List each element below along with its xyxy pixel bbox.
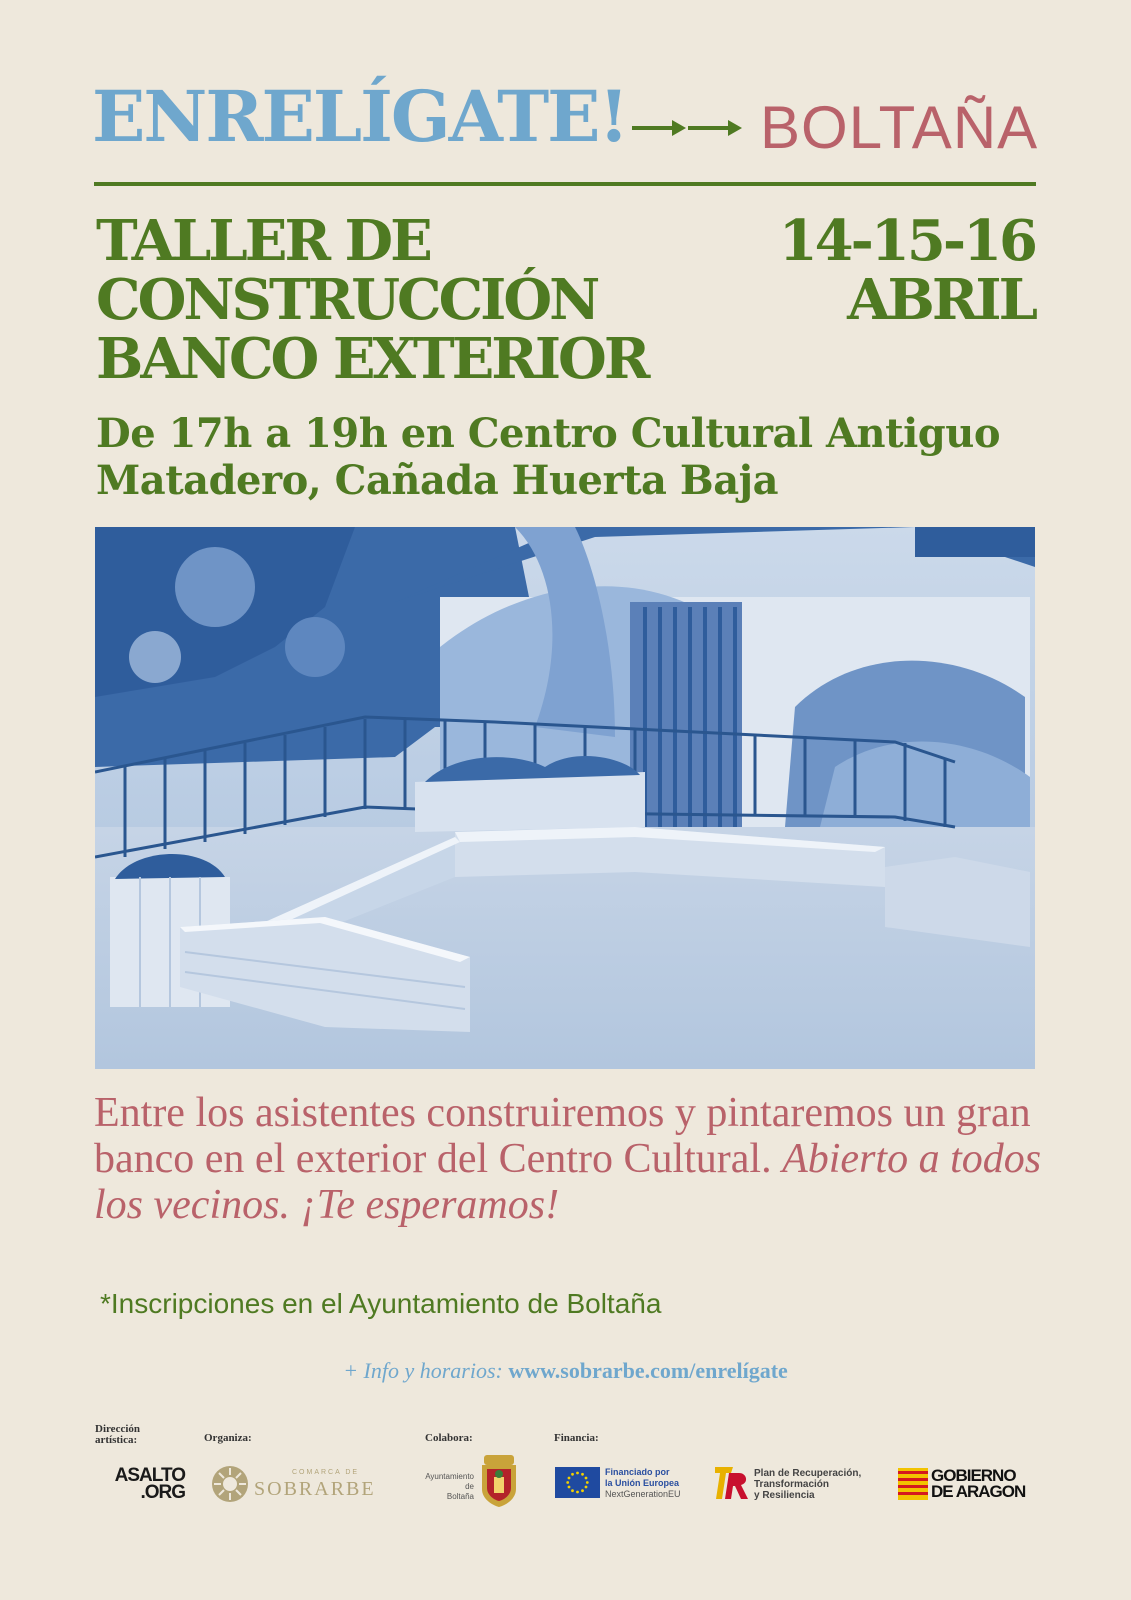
ayto-line: Boltaña	[446, 1492, 474, 1501]
event-month: ABRIL	[847, 267, 1035, 333]
brand-title: ENRELÍGATE!	[92, 75, 628, 158]
prtr-text	[754, 1468, 861, 1501]
registration-text: Inscripciones en el Ayuntamiento de Boltaña	[110, 1288, 662, 1319]
eu-line: la Unión Europea	[605, 1478, 680, 1488]
coat-of-arms-icon	[478, 1455, 520, 1507]
ayto-line: Ayuntamiento	[425, 1472, 474, 1481]
prtr-line: y Resiliencia	[754, 1490, 815, 1501]
description-highlight: Abierto a todos los vecinos. ¡Te esperamos!	[94, 1136, 1042, 1228]
asterisk: *	[100, 1288, 111, 1319]
colabora-label: Colabora:	[425, 1432, 473, 1444]
info-link[interactable]: www.sobrarbe.com/enrelígate	[508, 1358, 788, 1383]
eu-line: Financiado por	[605, 1467, 670, 1477]
asalto-line1: ASALTO	[114, 1465, 185, 1486]
aragon-line: GOBIERNO	[931, 1466, 1016, 1485]
sun-emblem-icon	[211, 1465, 249, 1503]
financia-label: Financia:	[554, 1432, 599, 1444]
prtr-line: Plan de Recuperación,	[754, 1468, 862, 1479]
double-right-arrow-icon	[632, 106, 742, 146]
ayuntamiento-logo-text	[420, 1472, 474, 1502]
event-description	[94, 1090, 1054, 1228]
event-dates	[778, 208, 1035, 333]
ayto-line: de	[465, 1482, 474, 1491]
town-name: BOLTAÑA	[760, 94, 1039, 161]
event-title-line: TALLER DE	[96, 208, 430, 274]
event-title	[96, 208, 648, 392]
event-title-line: BANCO EXTERIOR	[96, 326, 648, 392]
event-title-line: CONSTRUCCIÓN	[96, 267, 598, 333]
sobrarbe-logo-text: SOBRARBE	[254, 1478, 376, 1500]
event-days: 14-15-16	[778, 208, 1035, 274]
aragon-line: DE ARAGON	[931, 1482, 1026, 1501]
eu-funding-text	[605, 1467, 681, 1500]
description-text: Entre los asistentes construiremos y pintaremos un gran banco en el exterior del Centro Cultural.	[94, 1090, 1031, 1182]
schedule-line: Matadero, Cañada Huerta Baja	[96, 457, 779, 504]
organiza-label: Organiza:	[204, 1432, 252, 1444]
registration-note	[100, 1288, 661, 1320]
info-label: + Info y horarios:	[343, 1358, 503, 1383]
eu-sub: NextGenerationEU	[605, 1489, 681, 1499]
prtr-line: Transformación	[754, 1479, 830, 1490]
comarca-label: COMARCA DE	[292, 1469, 360, 1476]
direccion-label: Dirección artística:	[95, 1423, 141, 1446]
gobierno-aragon-logo	[931, 1468, 1025, 1500]
header-divider	[94, 182, 1036, 186]
eu-flag-icon	[555, 1467, 600, 1498]
bench-photo	[95, 527, 1035, 1069]
aragon-flag-icon	[898, 1468, 928, 1500]
asalto-logo	[95, 1467, 185, 1501]
info-line	[0, 1358, 1131, 1384]
tr-logo-icon	[715, 1467, 751, 1499]
event-schedule	[96, 410, 1056, 504]
asalto-line2: .ORG	[140, 1482, 185, 1503]
schedule-line: De 17h a 19h en Centro Cultural Antiguo	[96, 410, 1001, 457]
